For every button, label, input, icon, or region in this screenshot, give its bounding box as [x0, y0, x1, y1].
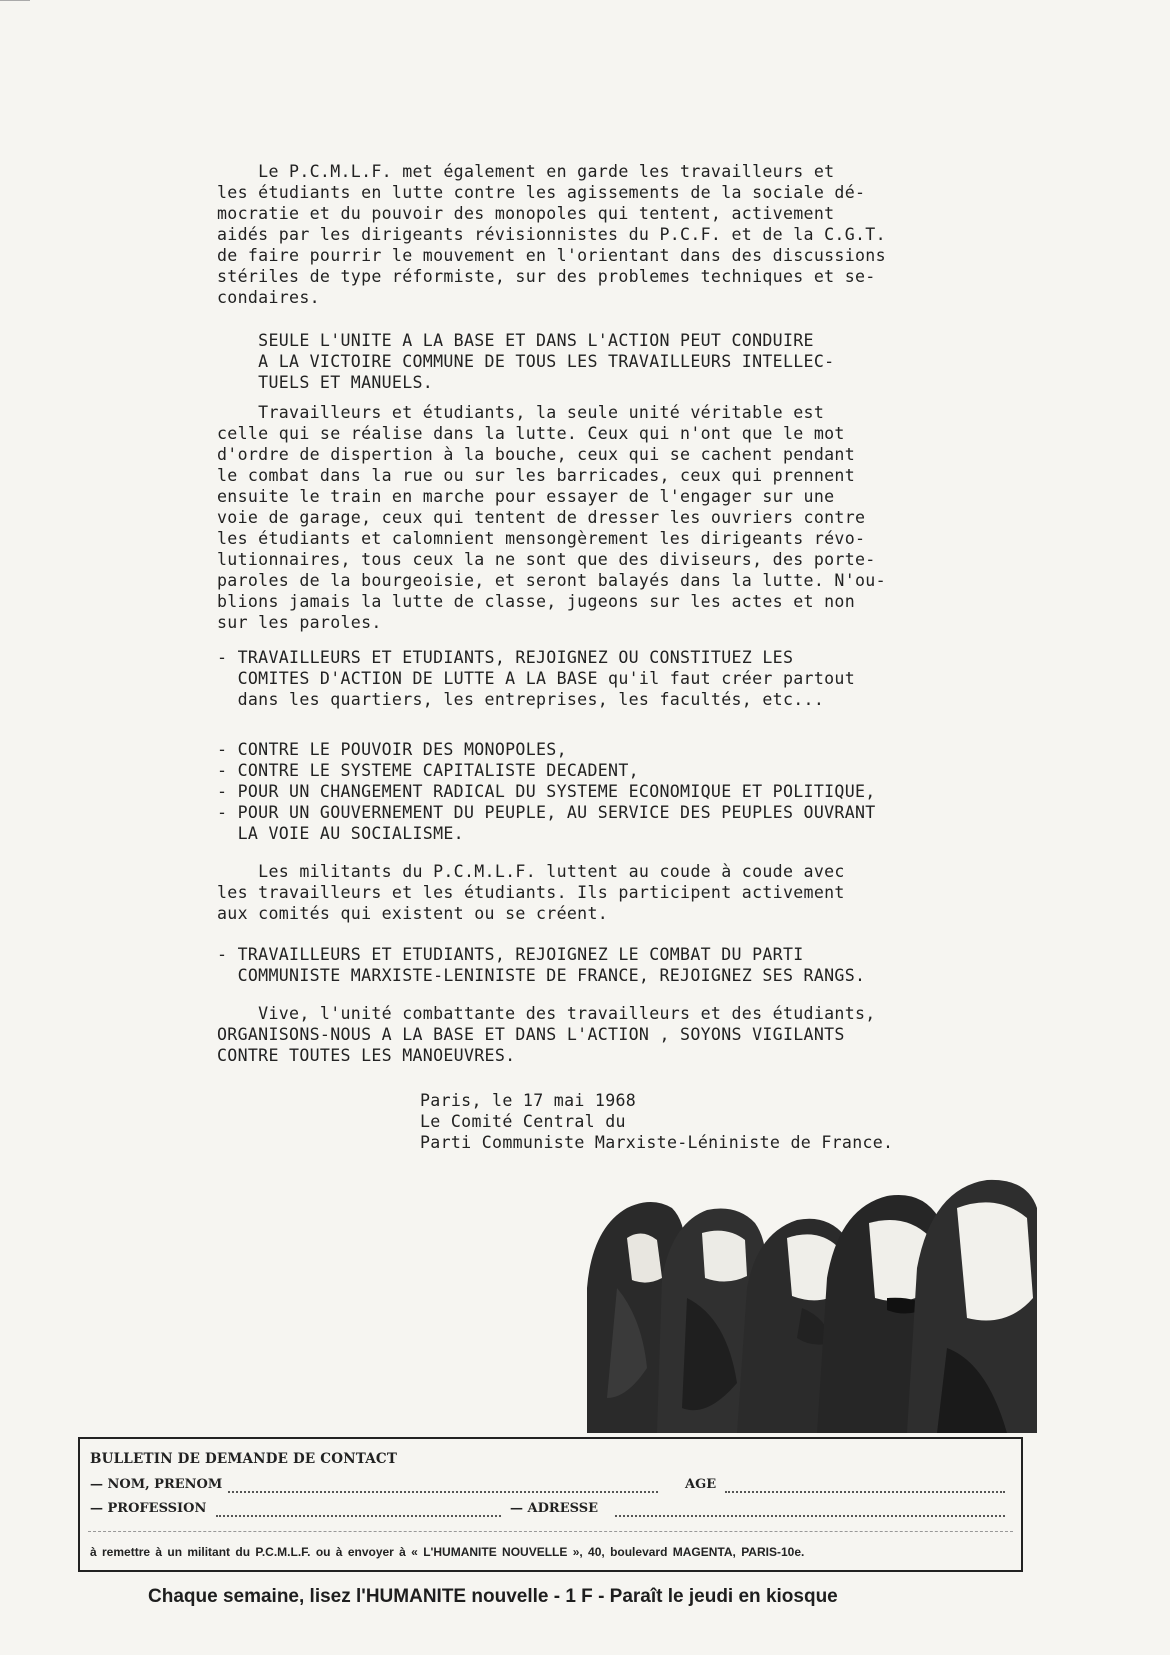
- paragraph-closing-call: [217, 1003, 1047, 1066]
- five-profiles-portrait-icon: [587, 1168, 1037, 1433]
- text-line: - CONTRE LE POUVOIR DES MONOPOLES,: [217, 740, 567, 759]
- paragraph-true-unity: [217, 402, 1047, 633]
- list-action-committees: [217, 647, 1047, 710]
- form-mailing-instructions: à remettre à un militant du P.C.M.L.F. ou à envoyer à « L'HUMANITE NOUVELLE », 40, boulevard MAGENTA, PARIS-10e.: [90, 1545, 805, 1559]
- text-line: d'ordre de dispertion à la bouche, ceux qui se cachent pendant: [217, 445, 855, 464]
- address-field[interactable]: [615, 1515, 1005, 1517]
- profession-field[interactable]: [216, 1515, 501, 1517]
- text-line: COMMUNISTE MARXISTE-LENINISTE DE FRANCE, REJOIGNEZ SES RANGS.: [217, 966, 866, 985]
- contact-request-form: [78, 1437, 1023, 1572]
- text-line: Travailleurs et étudiants, la seule unité véritable est: [217, 403, 825, 422]
- text-line: - CONTRE LE SYSTEME CAPITALISTE DECADENT,: [217, 761, 639, 780]
- age-label: AGE: [685, 1477, 717, 1492]
- text-line: Le Comité Central du: [420, 1112, 626, 1131]
- text-line: sur les paroles.: [217, 613, 382, 632]
- signature-block: [420, 1090, 1020, 1153]
- text-line: les travailleurs et les étudiants. Ils participent activement: [217, 883, 845, 902]
- address-label: — ADRESSE: [510, 1501, 598, 1516]
- form-title: BULLETIN DE DEMANDE DE CONTACT: [90, 1451, 398, 1467]
- text-line: stériles de type réformiste, sur des problemes techniques et se-: [217, 267, 876, 286]
- name-label: — NOM, PRENOM: [90, 1477, 223, 1492]
- text-line: Les militants du P.C.M.L.F. luttent au coude à coude avec: [217, 862, 845, 881]
- text-line: ORGANISONS-NOUS A LA BASE ET DANS L'ACTION , SOYONS VIGILANTS: [217, 1025, 845, 1044]
- page-corner-mark: [0, 0, 30, 13]
- text-line: voie de garage, ceux qui tentent de dresser les ouvriers contre: [217, 508, 866, 527]
- text-line: CONTRE TOUTES LES MANOEUVRES.: [217, 1046, 516, 1065]
- text-line: blions jamais la lutte de classe, jugeons sur les actes et non: [217, 592, 855, 611]
- text-line: Le P.C.M.L.F. met également en garde les travailleurs et: [217, 162, 835, 181]
- text-line: celle qui se réalise dans la lutte. Ceux qui n'ont que le mot: [217, 424, 845, 443]
- text-line: - TRAVAILLEURS ET ETUDIANTS, REJOIGNEZ LE COMBAT DU PARTI: [217, 945, 804, 964]
- text-line: paroles de la bourgeoisie, et seront balayés dans la lutte. N'ou-: [217, 571, 886, 590]
- weekly-newspaper-notice: Chaque semaine, lisez l'HUMANITE nouvelle - 1 F - Paraît le jeudi en kiosque: [148, 1586, 838, 1607]
- text-line: - POUR UN GOUVERNEMENT DU PEUPLE, AU SERVICE DES PEUPLES OUVRANT: [217, 803, 876, 822]
- text-line: aidés par les dirigeants révisionnistes du P.C.F. et de la C.G.T.: [217, 225, 886, 244]
- text-line: Paris, le 17 mai 1968: [420, 1091, 637, 1110]
- text-line: COMITES D'ACTION DE LUTTE A LA BASE qu'il faut créer partout: [217, 669, 855, 688]
- text-line: lutionnaires, tous ceux la ne sont que des diviseurs, des porte-: [217, 550, 876, 569]
- text-line: Parti Communiste Marxiste-Léniniste de France.: [420, 1133, 894, 1152]
- paragraph-unity-slogan: [217, 330, 1047, 393]
- form-divider: [88, 1531, 1013, 1532]
- text-line: Vive, l'unité combattante des travailleurs et des étudiants,: [217, 1004, 876, 1023]
- text-line: les étudiants en lutte contre les agissements de la sociale dé-: [217, 183, 866, 202]
- text-line: mocratie et du pouvoir des monopoles qui tentent, activement: [217, 204, 835, 223]
- text-line: - POUR UN CHANGEMENT RADICAL DU SYSTEME ECONOMIQUE ET POLITIQUE,: [217, 782, 876, 801]
- list-demands: [217, 739, 1047, 844]
- text-line: SEULE L'UNITE A LA BASE ET DANS L'ACTION PEUT CONDUIRE: [217, 331, 814, 350]
- text-line: les étudiants et calomnient mensongèrement les dirigeants révo-: [217, 529, 866, 548]
- text-line: de faire pourrir le mouvement en l'orientant dans des discussions: [217, 246, 886, 265]
- text-line: le combat dans la rue ou sur les barricades, ceux qui prennent: [217, 466, 855, 485]
- text-line: ensuite le train en marche pour essayer de l'engager sur une: [217, 487, 835, 506]
- text-line: TUELS ET MANUELS.: [217, 373, 434, 392]
- paragraph-militants: [217, 861, 1047, 924]
- text-line: aux comités qui existent ou se créent.: [217, 904, 609, 923]
- age-field[interactable]: [725, 1491, 1005, 1493]
- list-join-party: [217, 944, 1047, 986]
- text-line: dans les quartiers, les entreprises, les facultés, etc...: [217, 690, 825, 709]
- profession-label: — PROFESSION: [90, 1501, 207, 1516]
- text-line: LA VOIE AU SOCIALISME.: [217, 824, 464, 843]
- text-line: condaires.: [217, 288, 320, 307]
- text-line: - TRAVAILLEURS ET ETUDIANTS, REJOIGNEZ OU CONSTITUEZ LES: [217, 648, 794, 667]
- text-line: A LA VICTOIRE COMMUNE DE TOUS LES TRAVAILLEURS INTELLEC-: [217, 352, 835, 371]
- paragraph-warning: [217, 161, 1047, 308]
- name-field[interactable]: [228, 1491, 658, 1493]
